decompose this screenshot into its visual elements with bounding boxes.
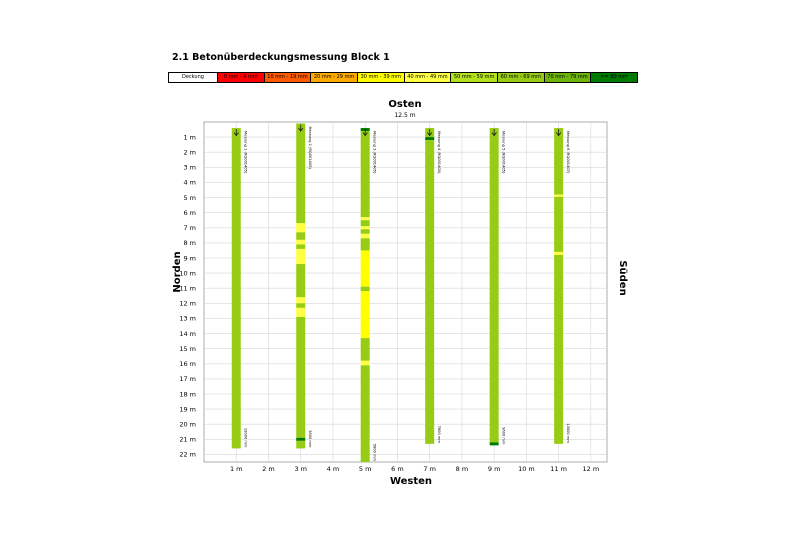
x-tick-label: 2 m (262, 465, 275, 473)
strip-name-label: Messung 5 (RQ001405) (501, 131, 506, 174)
y-tick-label: 11 m (179, 284, 196, 293)
strip-segment (554, 195, 563, 197)
strip-name-label: Messung 3 (RQ001405) (372, 131, 377, 174)
x-tick-label: 3 m (294, 465, 307, 473)
y-tick-label: 19 m (179, 405, 196, 414)
strip-segment (554, 252, 563, 255)
y-tick-label: 6 m (183, 208, 196, 217)
strip-name-label: Messung 4 (RQ001405) (437, 131, 442, 174)
strip-segment (232, 128, 241, 448)
y-tick-label: 22 m (179, 450, 196, 459)
y-tick-label: 16 m (179, 360, 196, 369)
strip-length-label: 9600 mm (501, 427, 506, 445)
x-tick-label: 7 m (423, 465, 436, 473)
x-tick-label: 8 m (455, 465, 469, 473)
y-tick-label: 21 m (179, 435, 196, 444)
y-tick-label: 4 m (183, 178, 196, 187)
strip-segment (361, 131, 370, 217)
strip-segment (361, 217, 370, 220)
strip-segment (425, 137, 434, 140)
strip-segment (296, 303, 305, 308)
strip-segment (361, 361, 370, 366)
y-tick-label: 2 m (183, 148, 196, 157)
top-direction-label: Osten (388, 99, 422, 110)
strip-length-label: 5800 mm (372, 443, 377, 461)
y-tick-label: 7 m (183, 224, 196, 233)
strip-segment (296, 232, 305, 240)
y-tick-label: 3 m (183, 163, 196, 172)
strip-segment (296, 264, 305, 297)
x-tick-label: 4 m (326, 465, 340, 473)
bottom-direction-label: Westen (389, 476, 433, 487)
y-tick-label: 14 m (179, 329, 196, 338)
strip-segment (361, 229, 370, 234)
strip-segment (296, 317, 305, 438)
y-tick-label: 5 m (183, 193, 196, 202)
strip-segment (296, 223, 305, 232)
y-tick-label: 15 m (179, 344, 196, 353)
grid (204, 122, 607, 462)
y-tick-label: 1 m (183, 133, 196, 142)
y-tick-label: 18 m (179, 390, 196, 399)
legend-item: 60 mm - 69 mm (498, 73, 545, 82)
strip-segment (554, 255, 563, 444)
x-tick-label: 10 m (518, 465, 535, 473)
x-tick-label: 1 m (229, 465, 243, 473)
y-tick-label: 10 m (179, 269, 196, 278)
legend-item: 0 mm - 9 mm (218, 73, 265, 82)
y-tick-label: 17 m (179, 375, 196, 384)
x-tick-label: 11 m (550, 465, 567, 473)
strip-segment (361, 238, 370, 250)
strip-length-label: 19000 mm (243, 427, 248, 448)
strip-segment (490, 442, 499, 445)
strip-name-label: Messung 6 (RQ001407) (566, 131, 571, 174)
strip-name-label: Messung 2 (RQ001405) (308, 126, 313, 169)
legend-item: 50 mm - 59 mm (451, 73, 498, 82)
x-tick-label: 9 m (487, 465, 501, 473)
x-tick-label: 5 m (358, 465, 372, 473)
strip-segment (361, 287, 370, 292)
strip-length-label: 13000 mm (566, 423, 571, 443)
left-direction-label: Norden (172, 251, 183, 293)
width-label: 12.5 m (394, 112, 416, 119)
strip-segment (361, 234, 370, 239)
strip-segment (425, 140, 434, 444)
strip-segment (361, 226, 370, 229)
strip-segment (361, 291, 370, 338)
strip-segment (361, 365, 370, 462)
page-title: 2.1 Betonüberdeckungsmessung Block 1 (172, 52, 390, 63)
right-direction-label: Süden (617, 260, 628, 296)
y-tick-label: 13 m (179, 314, 196, 323)
y-tick-label: 8 m (183, 239, 196, 248)
y-tick-label: 20 m (179, 420, 196, 429)
strip-segment (296, 249, 305, 264)
legend-item: 30 mm - 39 mm (358, 73, 405, 82)
strip-segment (361, 220, 370, 226)
strip-name-label: Messung 1 (RQ001405) (243, 131, 248, 174)
strip-segment (296, 240, 305, 245)
y-tick-label: 9 m (183, 254, 196, 263)
x-tick-label: 6 m (391, 465, 404, 473)
strip-segment (490, 128, 499, 442)
strip-segment (554, 128, 563, 194)
strip-segment (296, 244, 305, 249)
legend-item: 20 mm - 29 mm (311, 73, 358, 82)
legend-item: 10 mm - 19 mm (265, 73, 312, 82)
plot-area (204, 122, 607, 462)
strip-segment (296, 438, 305, 441)
strip-segment (296, 308, 305, 317)
legend-item: 70 mm - 79 mm (545, 73, 592, 82)
strip-length-label: 7800 mm (437, 425, 442, 443)
x-tick-label: 12 m (582, 465, 600, 473)
legend-item: >= 80 mm (591, 73, 637, 82)
strip-segment (361, 250, 370, 286)
strip-segment (296, 441, 305, 449)
legend-header: Deckung (169, 73, 218, 82)
y-tick-label: 12 m (179, 299, 196, 308)
strip-segment (296, 297, 305, 303)
legend-item: 40 mm - 49 mm (405, 73, 452, 82)
strip-length-label: 3600 mm (308, 430, 313, 448)
strip-segment (296, 124, 305, 224)
strip-segment (554, 197, 563, 252)
strip-segment (361, 338, 370, 361)
